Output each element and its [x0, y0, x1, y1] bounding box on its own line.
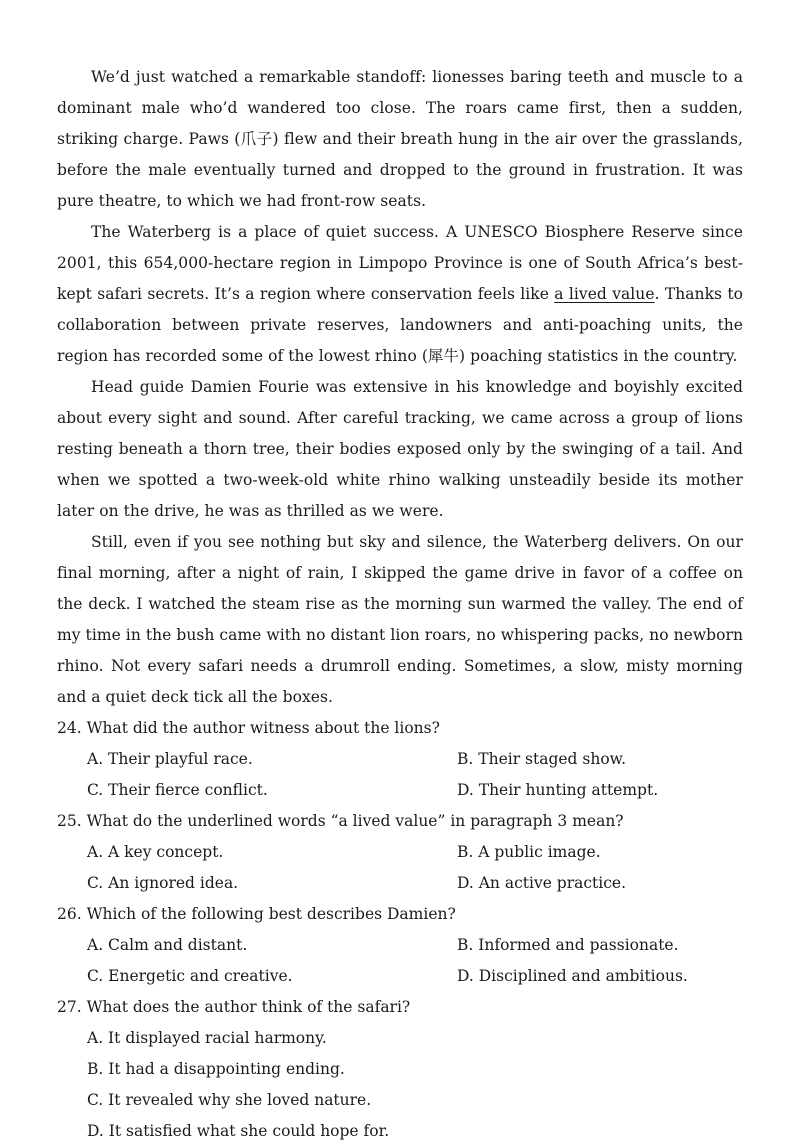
answer-options [57, 837, 743, 899]
exam-page [57, 62, 743, 1147]
option-a[interactable]: A. Calm and distant. [87, 936, 248, 954]
option-d[interactable]: D. Disciplined and ambitious. [457, 967, 688, 985]
question-stem: 25. What do the underlined words “a lived value” in paragraph 3 mean? [57, 812, 624, 830]
question-24 [57, 713, 743, 806]
passage-paragraph-1: We’d just watched a remarkable standoff: lionesses baring teeth and muscle to a dominant male who’d wandered too close. The roars came first, then a sudden, striking charge. Paws (爪子) flew and their breath hung in the air over the grasslands, before the male eventually turned and dropped to the ground in frustration. It was pure theatre, to which we had front-row seats. [57, 68, 743, 210]
question-27 [57, 992, 743, 1147]
passage-paragraph-4: Still, even if you see nothing but sky and silence, the Waterberg delivers. On our final morning, after a night of rain, I skipped the game drive in favor of a coffee on the deck. I watched the steam rise as the morning sun warmed the valley. The end of my time in the bush came with no distant lion roars, no whispering packs, no newborn rhino. Not every safari needs a drumroll ending. Sometimes, a slow, misty morning and a quiet deck tick all the boxes. [57, 533, 743, 706]
option-b[interactable]: B. It had a disappointing ending. [87, 1060, 345, 1078]
answer-options [57, 744, 743, 806]
option-c[interactable]: C. Their fierce conflict. [87, 781, 268, 799]
answer-options [57, 1023, 743, 1147]
paragraph-2-text-end: . Thanks to collaboration between private reserves, landowners and anti-poaching units, the region has recorded some of the lowest rhino (犀牛) poaching statistics in the country. [57, 285, 743, 365]
option-b[interactable]: B. Their staged show. [457, 750, 627, 768]
question-25 [57, 806, 743, 899]
reading-passage [57, 62, 743, 713]
option-b[interactable]: B. A public image. [457, 843, 601, 861]
option-a[interactable]: A. Their playful race. [87, 750, 253, 768]
option-c[interactable]: C. An ignored idea. [87, 874, 239, 892]
question-26 [57, 899, 743, 992]
question-stem: 24. What did the author witness about the lions? [57, 719, 440, 737]
passage-paragraph-2 [57, 217, 743, 372]
passage-paragraph-3: Head guide Damien Fourie was extensive in his knowledge and boyishly excited about every sight and sound. After careful tracking, we came across a group of lions resting beneath a thorn tree, their bodies exposed only by the swinging of a tail. And when we spotted a two-week-old white rhino walking unsteadily beside its mother later on the drive, he was as thrilled as we were. [57, 378, 743, 520]
option-a[interactable]: A. A key concept. [87, 843, 224, 861]
question-list [57, 713, 743, 1147]
paragraph-2-text-start: The Waterberg is a place of quiet success. A UNESCO Biosphere Reserve since 2001, this 654,000-hectare region in Limpopo Province is one of South Africa’s best-kept safari secrets. It’s a region where conservation feels like [57, 223, 743, 303]
option-d[interactable]: D. An active practice. [457, 874, 627, 892]
option-d[interactable]: D. It satisfied what she could hope for. [87, 1122, 390, 1140]
answer-options [57, 930, 743, 992]
underlined-phrase: a lived value [554, 285, 655, 303]
option-b[interactable]: B. Informed and passionate. [457, 936, 679, 954]
option-a[interactable]: A. It displayed racial harmony. [87, 1029, 327, 1047]
option-c[interactable]: C. Energetic and creative. [87, 967, 293, 985]
option-d[interactable]: D. Their hunting attempt. [457, 781, 659, 799]
question-stem: 26. Which of the following best describes Damien? [57, 905, 456, 923]
option-c[interactable]: C. It revealed why she loved nature. [87, 1091, 372, 1109]
question-stem: 27. What does the author think of the safari? [57, 998, 411, 1016]
